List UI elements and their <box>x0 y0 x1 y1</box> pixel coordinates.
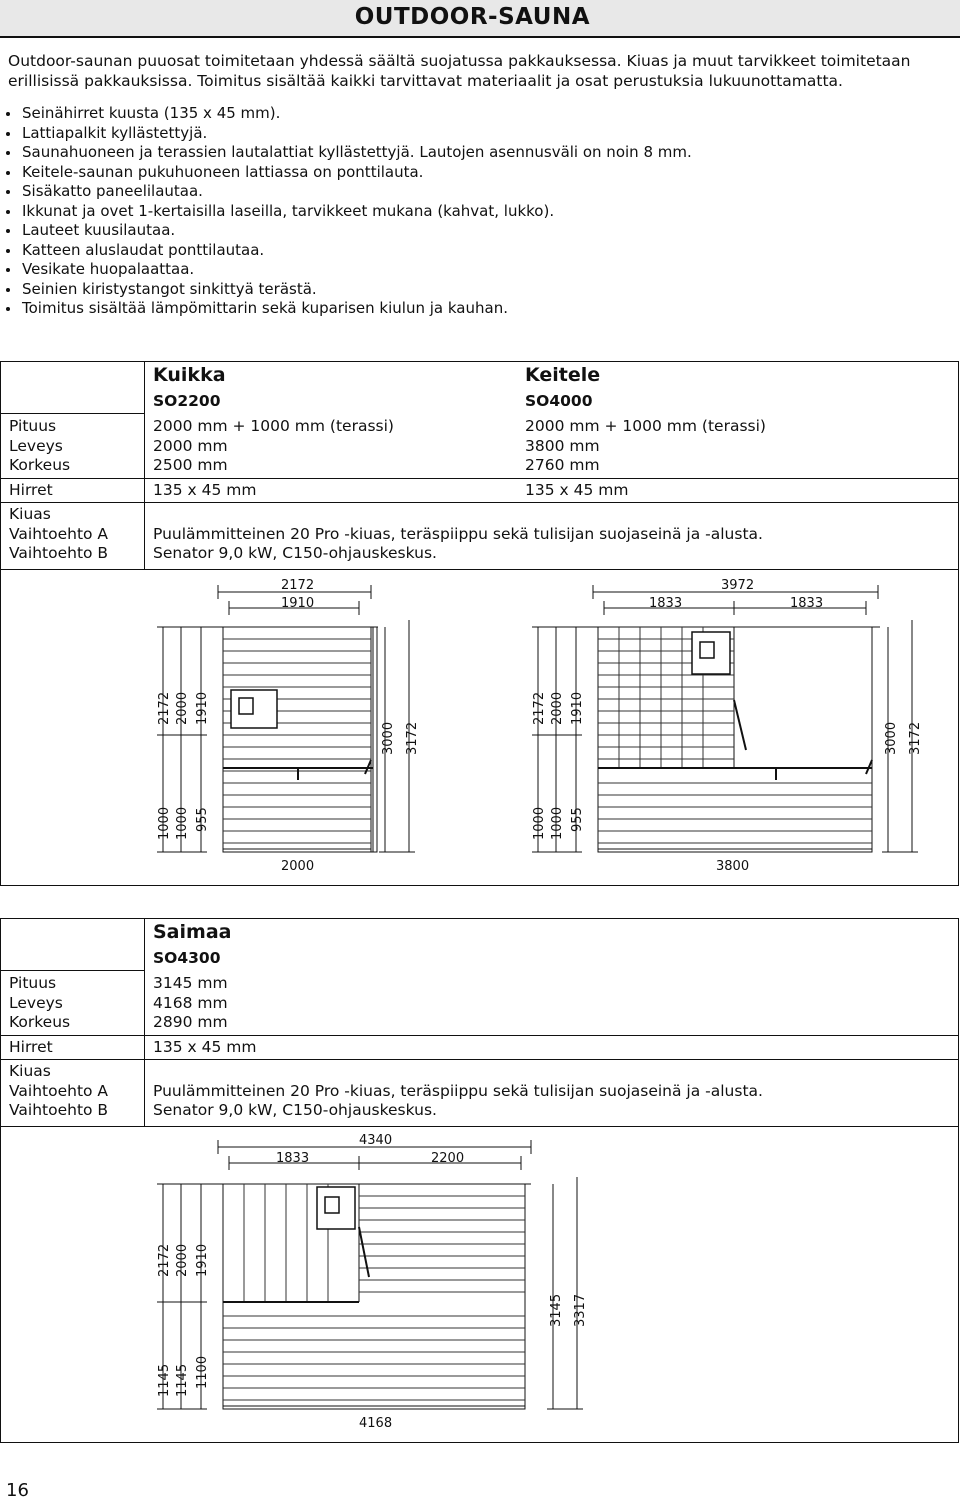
dim-top-inner: 1910 <box>281 596 315 611</box>
value-vaihtoehto-a: Puulämmitteinen 20 Pro -kiuas, teräspiippu sekä tulisijan suojaseinä ja -alusta. <box>153 1082 763 1100</box>
dim-bottom: 3800 <box>716 859 750 874</box>
label-pituus: Pituus <box>9 417 57 435</box>
list-item: Vesikate huopalaattaa. <box>0 260 692 280</box>
dim-left-b: 2000 <box>550 691 565 725</box>
label-kiuas: Kiuas <box>9 1062 51 1080</box>
intro-paragraph: Outdoor-saunan puuosat toimitetaan yhdessä säältä suojatussa pakkauksessa. Kiuas ja muut tarvikkeet toimitetaan erillisissä pakkauksissa. Toimitus sisältää kaikki tarvittavat materiaalit ja osat perustuksia lukuunottamatta. <box>8 52 911 90</box>
page-number: 16 <box>6 1480 29 1501</box>
label-hirret: Hirret <box>9 481 53 499</box>
dim-left-a: 2172 <box>157 1243 172 1277</box>
value-korkeus: 2760 mm <box>525 456 600 474</box>
dim-left-f: 955 <box>570 807 585 832</box>
dim-right-b: 3172 <box>405 721 420 755</box>
spec-table-saimaa <box>0 918 959 1443</box>
dim-left-f: 1100 <box>195 1355 210 1389</box>
dim-top-left: 1833 <box>649 596 683 611</box>
label-pituus: Pituus <box>9 974 57 992</box>
dim-left-a: 2172 <box>532 691 547 725</box>
label-korkeus: Korkeus <box>9 456 71 474</box>
dim-top-outer: 3972 <box>721 578 755 593</box>
page-title: OUTDOOR-SAUNA <box>354 4 590 30</box>
value-leveys: 2000 mm <box>153 437 228 455</box>
label-vaihtoehto-a: Vaihtoehto A <box>9 1082 109 1100</box>
spec-table-kuikka-keitele <box>0 361 959 886</box>
value-vaihtoehto-b: Senator 9,0 kW, C150-ohjauskeskus. <box>153 1101 437 1119</box>
feature-list <box>0 104 692 319</box>
dim-right-b: 3172 <box>908 721 923 755</box>
value-leveys: 3800 mm <box>525 437 600 455</box>
label-hirret: Hirret <box>9 1038 53 1056</box>
dim-top-left: 1833 <box>276 1151 310 1166</box>
dim-left-b: 2000 <box>175 691 190 725</box>
dim-top-outer: 4340 <box>359 1133 393 1148</box>
list-item: Lauteet kuusilautaa. <box>0 221 692 241</box>
list-item: Ikkunat ja ovet 1-kertaisilla laseilla, tarvikkeet mukana (kahvat, lukko). <box>0 202 692 222</box>
dim-top-right: 1833 <box>790 596 824 611</box>
product-code: SO4000 <box>525 392 593 410</box>
list-item: Lattiapalkit kyllästettyjä. <box>0 124 692 144</box>
dim-bottom: 2000 <box>281 859 315 874</box>
list-item: Seinähirret kuusta (135 x 45 mm). <box>0 104 692 124</box>
dim-left-c: 1910 <box>570 691 585 725</box>
list-item: Toimitus sisältää lämpömittarin sekä kuparisen kiulun ja kauhan. <box>0 299 692 319</box>
dim-right-a: 3145 <box>549 1293 564 1327</box>
label-vaihtoehto-b: Vaihtoehto B <box>9 544 109 562</box>
label-korkeus: Korkeus <box>9 1013 71 1031</box>
dim-left-e: 1000 <box>175 806 190 840</box>
label-kiuas: Kiuas <box>9 505 51 523</box>
dim-right-b: 3317 <box>573 1293 588 1327</box>
list-item: Keitele-saunan pukuhuoneen lattiassa on ponttilauta. <box>0 163 692 183</box>
value-pituus: 2000 mm + 1000 mm (terassi) <box>153 417 394 435</box>
product-name: Kuikka <box>153 364 226 386</box>
label-leveys: Leveys <box>9 994 63 1012</box>
dim-left-d: 1145 <box>157 1363 172 1397</box>
floor-plan-saimaa <box>141 1127 601 1439</box>
dim-right-a: 3000 <box>884 721 899 755</box>
dim-left-c: 1910 <box>195 1243 210 1277</box>
product-code: SO4300 <box>153 949 221 967</box>
value-vaihtoehto-b: Senator 9,0 kW, C150-ohjauskeskus. <box>153 544 437 562</box>
list-item: Sisäkatto paneelilautaa. <box>0 182 692 202</box>
dim-left-e: 1000 <box>550 806 565 840</box>
value-leveys: 4168 mm <box>153 994 228 1012</box>
label-vaihtoehto-b: Vaihtoehto B <box>9 1101 109 1119</box>
value-korkeus: 2500 mm <box>153 456 228 474</box>
label-vaihtoehto-a: Vaihtoehto A <box>9 525 109 543</box>
label-leveys: Leveys <box>9 437 63 455</box>
value-pituus: 2000 mm + 1000 mm (terassi) <box>525 417 766 435</box>
value-pituus: 3145 mm <box>153 974 228 992</box>
value-vaihtoehto-a: Puulämmitteinen 20 Pro -kiuas, teräspiippu sekä tulisijan suojaseinä ja -alusta. <box>153 525 763 543</box>
dim-bottom: 4168 <box>359 1416 393 1431</box>
product-name: Saimaa <box>153 921 232 943</box>
dim-left-e: 1145 <box>175 1363 190 1397</box>
list-item: Saunahuoneen ja terassien lautalattiat kyllästettyjä. Lautojen asennusväli on noin 8 mm. <box>0 143 692 163</box>
list-item: Seinien kiristystangot sinkittyä terästä. <box>0 280 692 300</box>
dim-right-a: 3000 <box>381 721 396 755</box>
product-name: Keitele <box>525 364 601 386</box>
dim-left-a: 2172 <box>157 691 172 725</box>
list-item: Katteen aluslaudat ponttilautaa. <box>0 241 692 261</box>
value-hirret: 135 x 45 mm <box>153 481 257 499</box>
value-hirret: 135 x 45 mm <box>525 481 629 499</box>
dim-left-c: 1910 <box>195 691 210 725</box>
dim-left-d: 1000 <box>532 806 547 840</box>
value-korkeus: 2890 mm <box>153 1013 228 1031</box>
product-code: SO2200 <box>153 392 221 410</box>
dim-top-right: 2200 <box>431 1151 465 1166</box>
dim-left-d: 1000 <box>157 806 172 840</box>
dim-left-b: 2000 <box>175 1243 190 1277</box>
page-header <box>0 0 960 38</box>
dim-left-f: 955 <box>195 807 210 832</box>
value-hirret: 135 x 45 mm <box>153 1038 257 1056</box>
floor-plan-keitele <box>516 570 956 882</box>
dim-top-outer: 2172 <box>281 578 315 593</box>
floor-plan-kuikka <box>141 570 441 882</box>
